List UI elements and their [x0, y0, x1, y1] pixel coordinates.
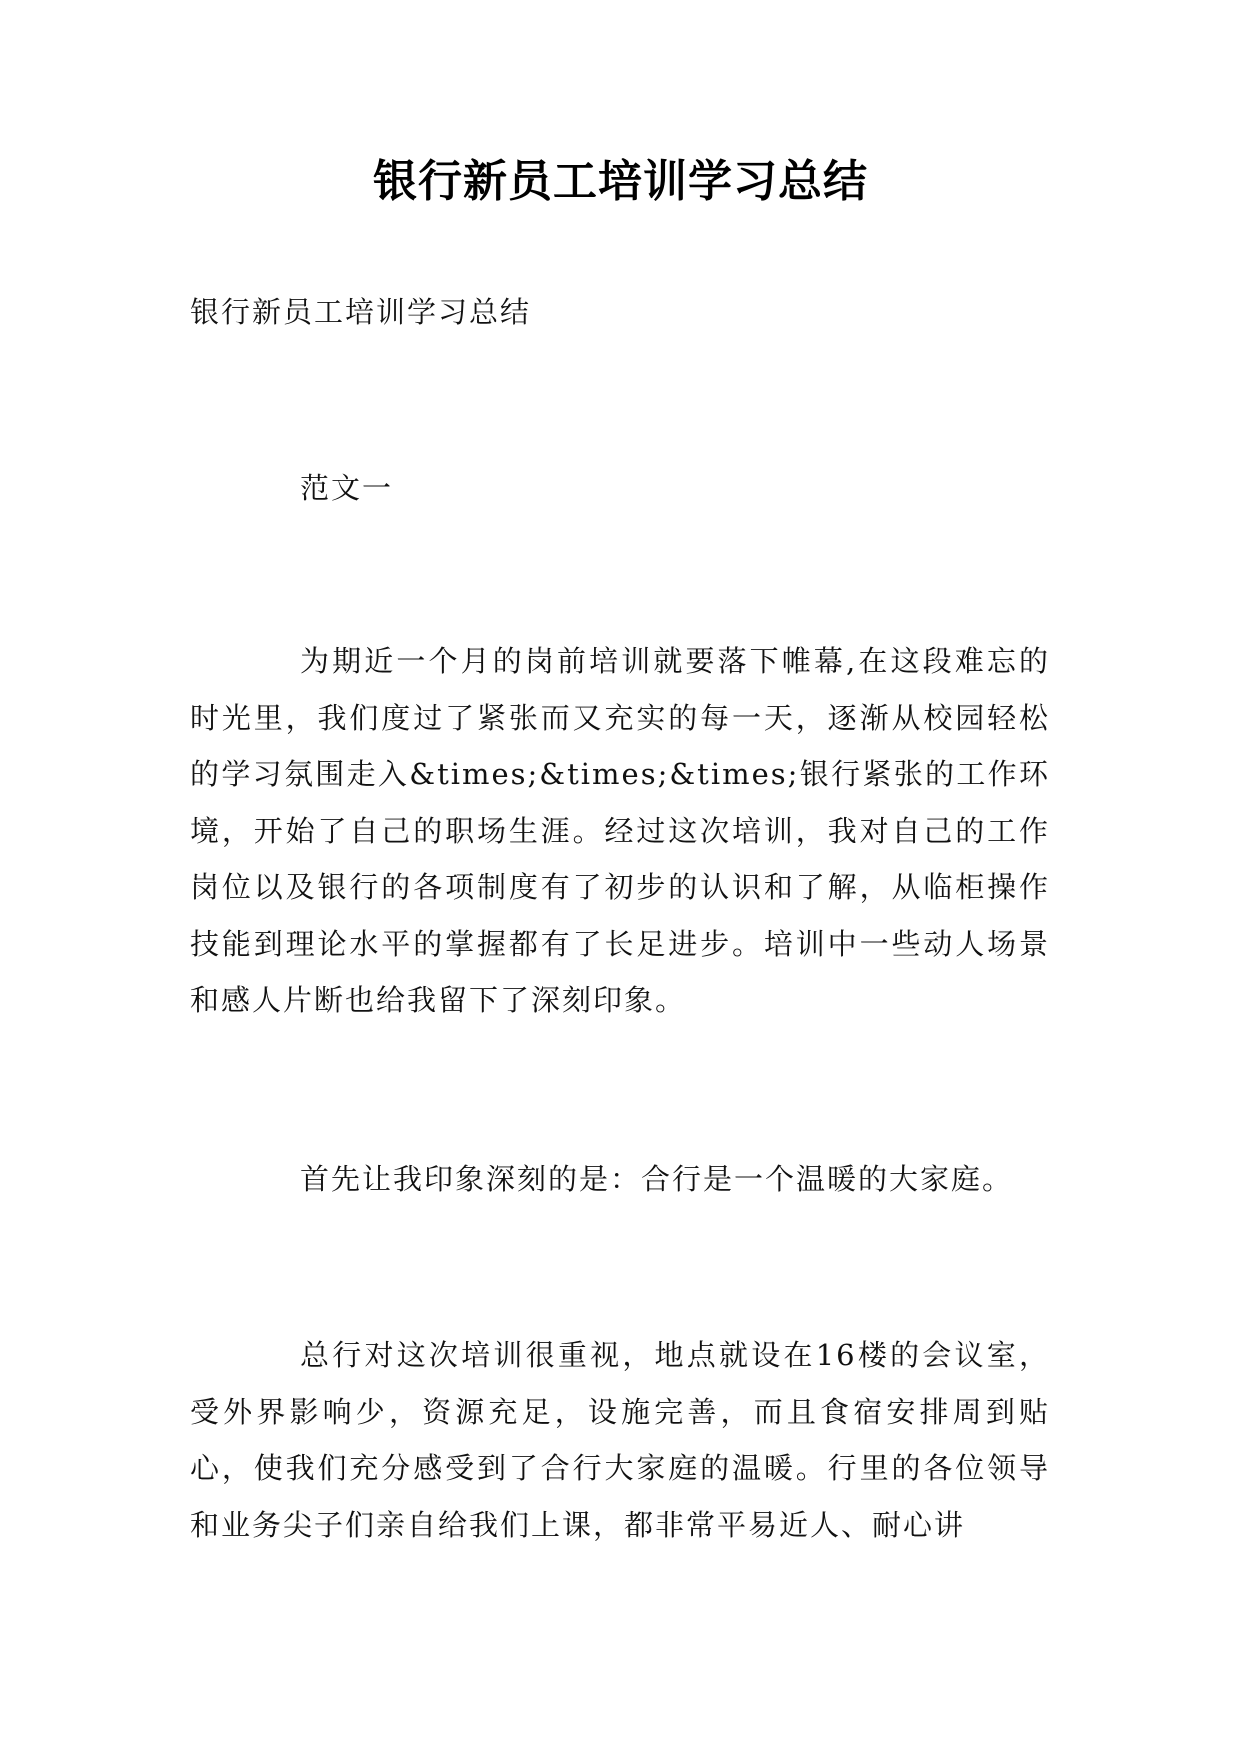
- paragraph-intro: 为期近一个月的岗前培训就要落下帷幕,在这段难忘的时光里，我们度过了紧张而又充实的每一天，逐渐从校园轻松的学习氛围走入&times;&times;&times;银行紧张的工作环境，开始了自己的职场生涯。经过这次培训，我对自己的工作岗位以及银行的各项制度有了初步的认识和了解，从临柜操作技能到理论水平的掌握都有了长足进步。培训中一些动人场景和感人片断也给我留下了深刻印象。: [190, 644, 1050, 1017]
- document-title: 银行新员工培训学习总结: [373, 156, 868, 207]
- paragraph-training-venue: 总行对这次培训很重视，地点就设在16楼的会议室，受外界影响少，资源充足，设施完善，而且食宿安排周到贴心，使我们充分感受到了合行大家庭的温暖。行里的各位领导和业务尖子们亲自给我们上课，都非常平易近人、耐心讲: [190, 1338, 1050, 1542]
- paragraph-first-impression: 首先让我印象深刻的是：合行是一个温暖的大家庭。: [300, 1162, 1014, 1196]
- document-subtitle: 银行新员工培训学习总结: [190, 295, 532, 329]
- section-heading: 范文一: [300, 471, 394, 505]
